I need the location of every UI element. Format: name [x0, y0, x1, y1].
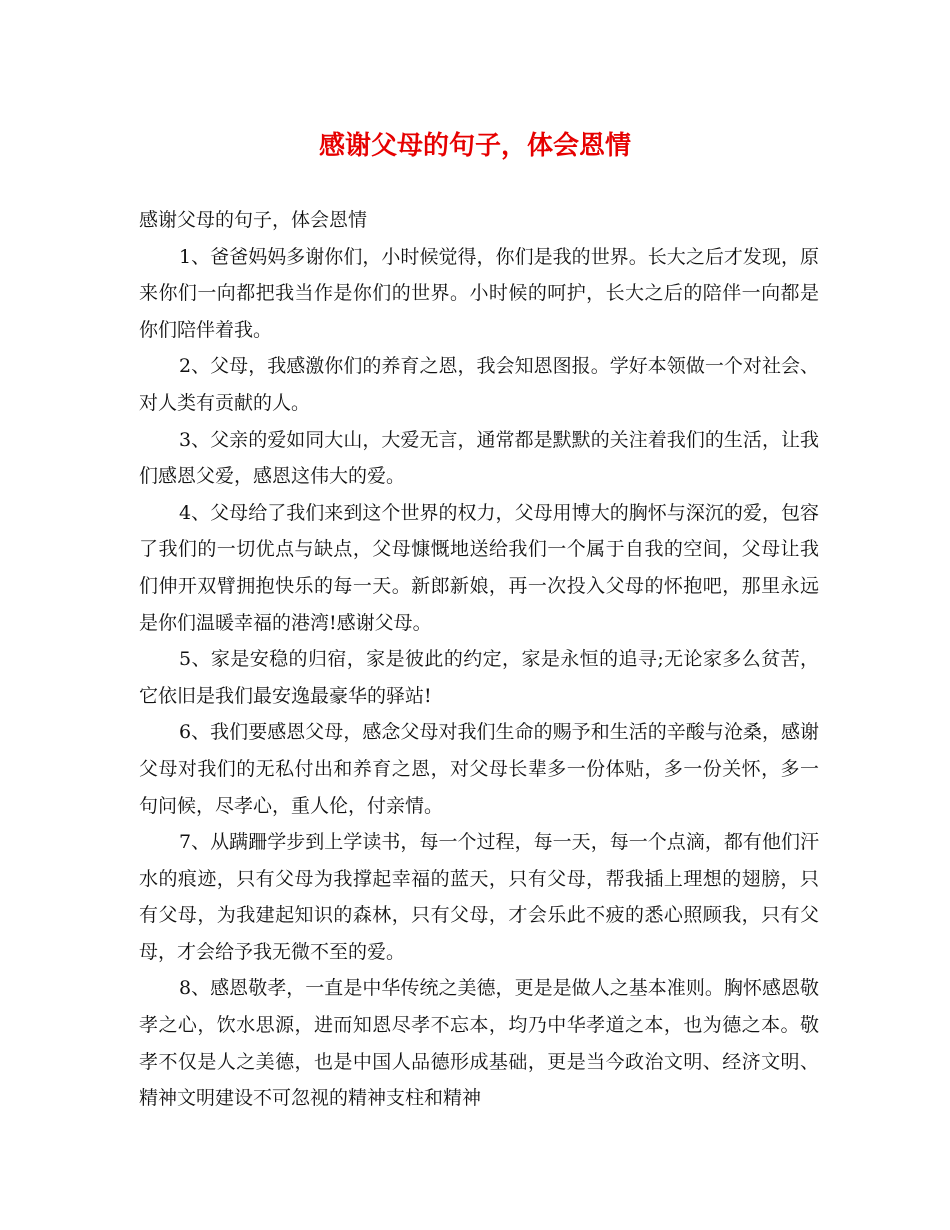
paragraph-6: 6、我们要感恩父母，感念父母对我们生命的赐予和生活的辛酸与沧桑，感谢父母对我们的无私付出和养育之恩，对父母长辈多一份体贴，多一份关怀，多一句问候，尽孝心，重人伦，付亲情。: [139, 721, 819, 817]
paragraph-5: 5、家是安稳的归宿，家是彼此的约定，家是永恒的追寻;无论家多么贫苦，它依旧是我们最安逸最豪华的驿站!: [139, 648, 819, 707]
document-body: [139, 202, 819, 1117]
paragraph-2: 2、父母，我感激你们的养育之恩，我会知恩图报。学好本领做一个对社会、对人类有贡献的人。: [139, 355, 819, 414]
paragraph-3: 3、父亲的爱如同大山，大爱无言，通常都是默默的关注着我们的生活，让我们感恩父爱，感恩这伟大的爱。: [139, 428, 819, 488]
paragraph-4: 4、父母给了我们来到这个世界的权力，父母用博大的胸怀与深沉的爱，包容了我们的一切优点与缺点，父母慷慨地送给我们一个属于自我的空间，父母让我们伸开双臂拥抱快乐的每一天。新郎新娘，再一次投入父母的怀抱吧，那里永远是你们温暖幸福的港湾!感谢父母。: [139, 501, 819, 634]
paragraph-1: 1、爸爸妈妈多谢你们，小时候觉得，你们是我的世界。长大之后才发现，原来你们一向都把我当作是你们的世界。小时候的呵护，长大之后的陪伴一向都是你们陪伴着我。: [139, 245, 819, 341]
document-subtitle: 感谢父母的句子，体会恩情: [139, 209, 368, 231]
paragraph-8: 8、感恩敬孝，一直是中华传统之美德，更是是做人之基本准则。胸怀感恩敬孝之心，饮水思源，进而知恩尽孝不忘本，均乃中华孝道之本，也为德之本。敬孝不仅是人之美德，也是中国人品德形成基础，更是当今政治文明、经济文明、精神文明建设不可忽视的精神支柱和精神: [139, 977, 819, 1110]
page-title: 感谢父母的句子，体会恩情: [318, 131, 631, 161]
paragraph-7: 7、从蹒跚学步到上学读书，每一个过程，每一天，每一个点滴，都有他们汗水的痕迹，只有父母为我撑起幸福的蓝天，只有父母，帮我插上理想的翅膀，只有父母，为我建起知识的森林，只有父母，才会乐此不疲的悉心照顾我，只有父母，才会给予我无微不至的爱。: [139, 831, 819, 963]
